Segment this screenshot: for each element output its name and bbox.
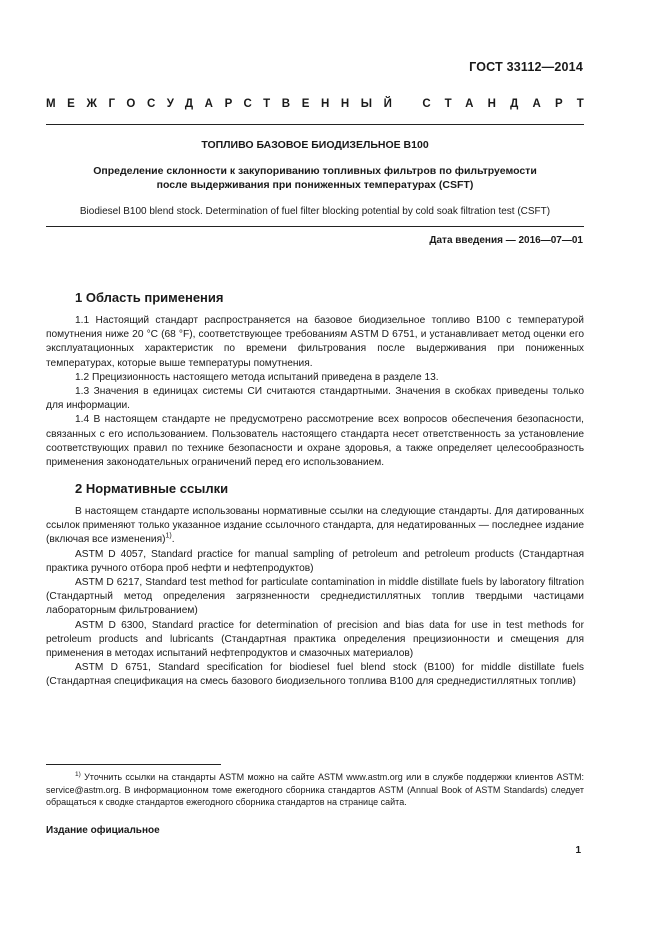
reference-astm-d6300: ASTM D 6300, Standard practice for determination of precision and bias data for use in test methods for petroleum products and lubricants (Стандартная практика определения прецизионности и смещения для применения в методах испытаний нефтепродуктов и смазочных материалов) bbox=[46, 619, 584, 660]
page-number: 1 bbox=[575, 845, 581, 856]
references-intro-end: . bbox=[171, 534, 175, 546]
paragraph-1-2: 1.2 Прецизионность настоящего метода испытаний приведена в разделе 13. bbox=[75, 371, 439, 383]
footnote bbox=[46, 771, 584, 809]
category-word-interstate: МЕЖГОСУДАРСТВЕННЫЙ bbox=[46, 98, 404, 110]
footnote-divider bbox=[46, 764, 221, 765]
standard-number: ГОСТ 33112—2014 bbox=[469, 60, 583, 74]
category-word-standard: СТАНДАРТ bbox=[422, 98, 598, 110]
footnote-mark: 1) bbox=[75, 771, 81, 778]
document-subtitle bbox=[46, 164, 584, 192]
footnote-marker: 1) bbox=[165, 533, 172, 541]
references-intro bbox=[46, 505, 584, 548]
section-title: 2 Нормативные ссылки bbox=[75, 481, 229, 496]
introduction-date: Дата введения — 2016—07—01 bbox=[429, 235, 583, 246]
reference-astm-d6751: ASTM D 6751, Standard specification for biodiesel fuel blend stock (B100) for middle distillate fuels (Стандартная спецификация на смесь базового биодизельного топлива B100 для среднедистиллятных топлив) bbox=[46, 662, 584, 688]
section-normative-references bbox=[46, 481, 584, 690]
top-divider bbox=[46, 124, 584, 125]
standard-category bbox=[46, 98, 598, 110]
subtitle-line-2: после выдерживания при пониженных температурах (CSFT) bbox=[156, 179, 474, 191]
paragraph-1-3: 1.3 Значения в единицах системы СИ считаются стандартными. Значения в скобках приведены только для информации. bbox=[46, 386, 584, 412]
english-title: Biodiesel B100 blend stock. Determination of fuel filter blocking potential by cold soak filtration test (CSFT) bbox=[79, 206, 551, 217]
footnote-text: Уточнить ссылки на стандарты ASTM можно на сайте ASTM www.astm.org или в службе поддержки клиентов ASTM: service@astm.org. В информационном томе ежегодного сборника стандартов ASTM (Annual Book of ASTM Standards) следует обращаться к сводке стандартов ежегодного сборника стандартов на странице сайта. bbox=[46, 772, 584, 807]
reference-astm-d6217: ASTM D 6217, Standard test method for particulate contamination in middle distillate fuels by laboratory filtration (Стандартный метод определения загрязненности среднедистиллятных топлив твердыми частицами лабораторным фильтрованием) bbox=[46, 577, 584, 617]
reference-astm-d4057: ASTM D 4057, Standard practice for manual sampling of petroleum and petroleum products (Стандартная практика ручного отбора проб нефти и нефтепродуктов) bbox=[46, 548, 584, 574]
subtitle-line-1: Определение склонности к закупориванию топливных фильтров по фильтруемости bbox=[93, 165, 537, 177]
section-scope bbox=[46, 290, 584, 470]
paragraph-1-4: 1.4 В настоящем стандарте не предусмотрено рассмотрение всех вопросов обеспечения безопасности, связанных с его использованием. Пользователь настоящего стандарта несет ответственность за установление соответствующих правил по технике безопасности и охране здоровья, а также определяет целесообразность применения законодательных ограничений перед его использованием. bbox=[46, 414, 584, 469]
references-intro-text: В настоящем стандарте использованы нормативные ссылки на следующие стандарты. Для датированных ссылок применяют только указанное издание ссылочного стандарта, для недатированных — последнее издание (включая все изменения) bbox=[46, 506, 584, 546]
document-title: ТОПЛИВО БАЗОВОЕ БИОДИЗЕЛЬНОЕ B100 bbox=[201, 139, 429, 151]
section-title: 1 Область применения bbox=[75, 290, 224, 305]
title-divider bbox=[46, 226, 584, 227]
edition-label: Издание официальное bbox=[46, 825, 160, 836]
paragraph-1-1: 1.1 Настоящий стандарт распространяется на базовое биодизельное топливо B100 с температурой помутнения ниже 20 °С (68 °F), соответствующее требованиям ASTM D 6751, и устанавливает метод оценки его эксплуатационных характеристик по времени фильтрования после выдерживания при пониженных температурах, которые выше температуры помутнения. bbox=[46, 315, 584, 369]
